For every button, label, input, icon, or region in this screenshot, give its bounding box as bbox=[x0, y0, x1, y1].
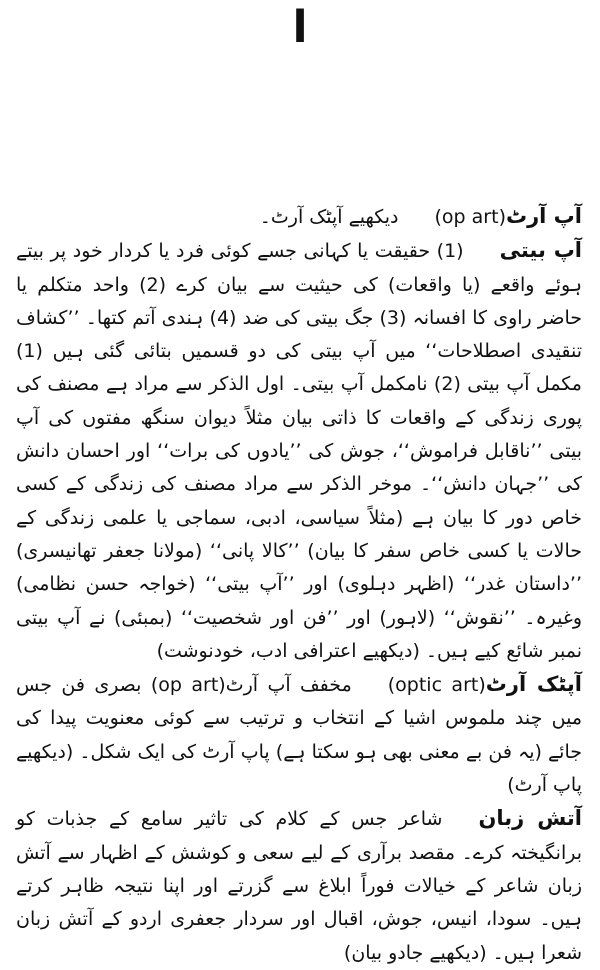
page-number: ا bbox=[292, 2, 308, 53]
entry-definition: بصری فن جس میں چند ملموس اشیا کے انتخاب و ترتیب سے کوئی معنویت پیدا کی جائے (یہ فن بے معنی بھی ہو سکتا ہے) پاپ آرٹ کی ایک شکل۔ (دیکھیے پاپ آرٹ) bbox=[16, 674, 582, 797]
entry-term: آتش زبان bbox=[478, 806, 582, 831]
entry-optic-art bbox=[16, 668, 582, 802]
entry-latin-term: (op art) bbox=[434, 206, 506, 228]
entry-latin-inline: (op art) bbox=[150, 674, 226, 697]
entry-definition-prefix: مخفف آپ آرٹ bbox=[225, 674, 352, 697]
entry-aap-beeti bbox=[16, 234, 582, 668]
entry-latin-term: (optic art) bbox=[387, 674, 486, 697]
entry-op-art bbox=[16, 200, 582, 234]
entry-term: آپٹک آرٹ bbox=[485, 672, 582, 697]
entry-term: آپ بیتی bbox=[499, 238, 582, 263]
entry-term: آپ آرٹ bbox=[505, 204, 582, 228]
entry-definition: شاعر جس کے کلام کی تاثیر سامع کے جذبات کو برانگیختہ کرے۔ مقصد برآری کے لیے سعی و کوشش کے اظہار سے آتش زبان شاعر کے خیالات فوراً ابلاغ سے گزرتے اور اپنا نتیجہ ظاہر کرتے ہیں۔ سودا، انیس، جوش، اقبال اور سردار جعفری اردو کے آتش زبان شعرا ہیں۔ (دیکھیے جادو بیان) bbox=[16, 808, 582, 964]
dictionary-entries bbox=[16, 200, 582, 970]
entry-definition: (1) حقیقت یا کہانی جسے کوئی فرد یا کردار خود پر بیتے ہوئے واقعے (یا واقعات) کی حیثیت سے بیان کرے (2) واحد متکلم یا حاضر راوی کا افسانہ (3) جگ بیتی کی ضد (4) ہندی آتم کتھا۔ ’’کشاف تنقیدی اصطلاحات‘‘ میں آپ بیتی کی دو قسمیں بتائی گئی ہیں (1) مکمل آپ بیتی (2) نامکمل آپ بیتی۔ اول الذکر سے مراد ہے مصنف کی پوری زندگی کے واقعات کا ذاتی بیان مثلاً دیوان سنگھ مفتوں کی آپ بیتی ’’ناقابل فراموش‘‘، جوش کی ’’یادوں کی برات‘‘ اور احسان دانش کی ’’جہان دانش‘‘۔ موخر الذکر سے مراد مصنف کی زندگی کے کسی خاص دور کا بیان ہے (مثلاً سیاسی، ادبی، سماجی یا علمی زندگی کے حالات یا کسی خاص سفر کا بیان) ’’کالا پانی‘‘ (مولانا جعفر تھانیسری) ’’داستان غدر‘‘ (اظہر دہلوی) اور ’’آپ بیتی‘‘ (خواجہ حسن نظامی) وغیرہ۔ ’’نقوش‘‘ (لاہور) اور ’’فن اور شخصیت‘‘ (بمبئی) نے آپ بیتی نمبر شائع کیے ہیں۔ (دیکھیے اعترافی ادب، خودنوشت) bbox=[16, 240, 583, 662]
entry-aatish-zaban bbox=[16, 802, 582, 969]
entry-definition: دیکھیے آپٹک آرٹ۔ bbox=[259, 206, 399, 228]
